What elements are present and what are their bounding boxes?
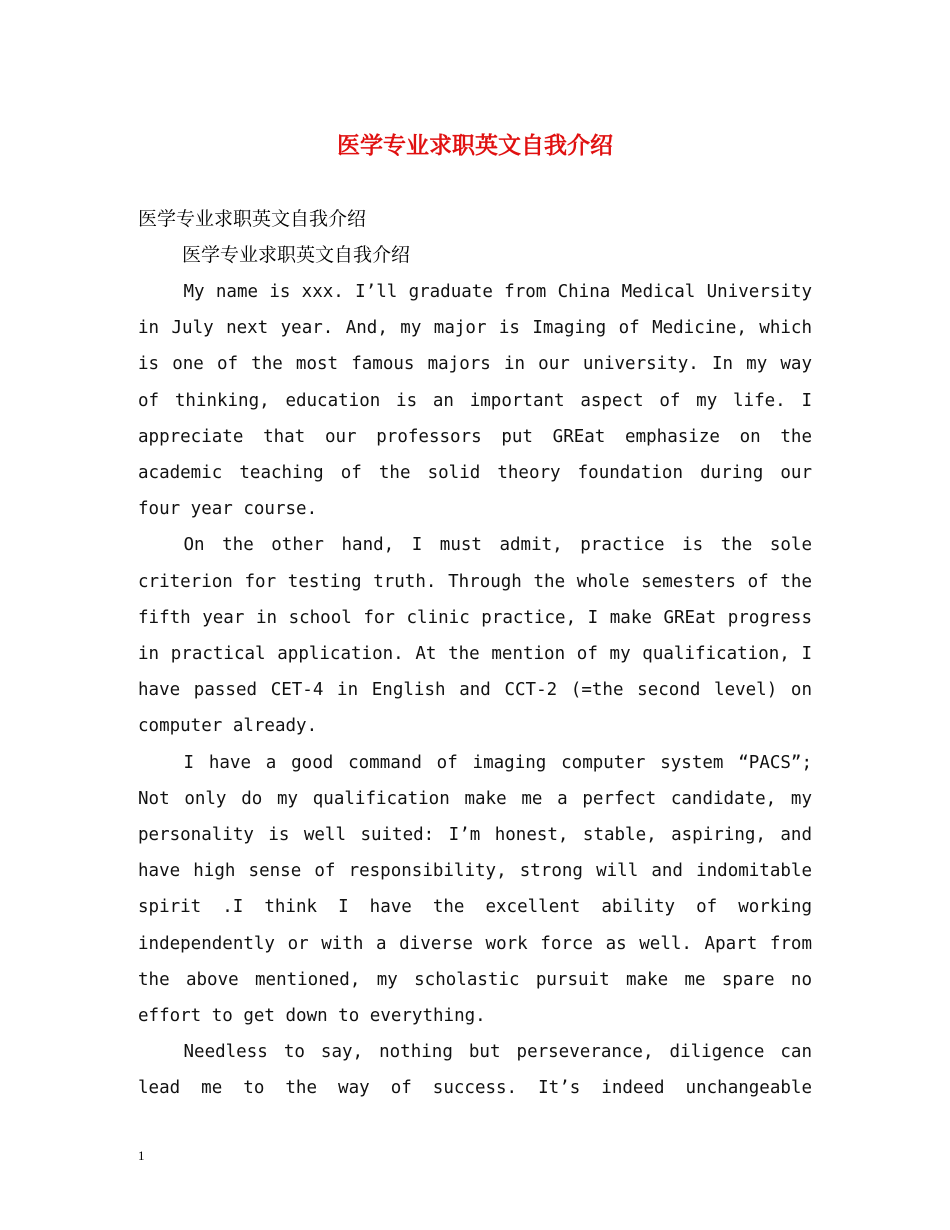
document-title: 医学专业求职英文自我介绍 [337,132,613,159]
paragraph: I have a good command of imaging computer system “PACS”; Not only do my qualification make me a perfect candidate, my personality is well suited: I’m honest, stable, aspiring, and have high sense of responsibility, strong will and indomitable spirit .I think I have the excellent ability of working independently or with a diverse work force as well. Apart from the above mentioned, my scholastic pursuit make me spare no effort to get down to everything. [138,752,812,1027]
paragraph: My name is xxx. I’ll graduate from China Medical University in July next year. And, my major is Imaging of Medicine, which is one of the most famous majors in our university. In my way of thinking, education is an important aspect of my life. I appreciate that our professors put GREat emphasize on the academic teaching of the solid theory foundation during our four year course. [138,282,812,520]
document-body [138,274,812,1107]
paragraph: Needless to say, nothing but perseverance, diligence can lead me to the way of success. It’s indeed unchangeable [138,1042,812,1099]
section-heading: 医学专业求职英文自我介绍 [138,208,367,230]
paragraph: On the other hand, I must admit, practice is the sole criterion for testing truth. Through the whole semesters of the fifth year in school for clinic practice, I make GREat progress in practical application. At the mention of my qualification, I have passed CET-4 in English and CCT-2 (=the second level) on computer already. [138,535,812,737]
subsection-heading: 医学专业求职英文自我介绍 [182,244,411,266]
page-number: 1 [138,1148,145,1163]
